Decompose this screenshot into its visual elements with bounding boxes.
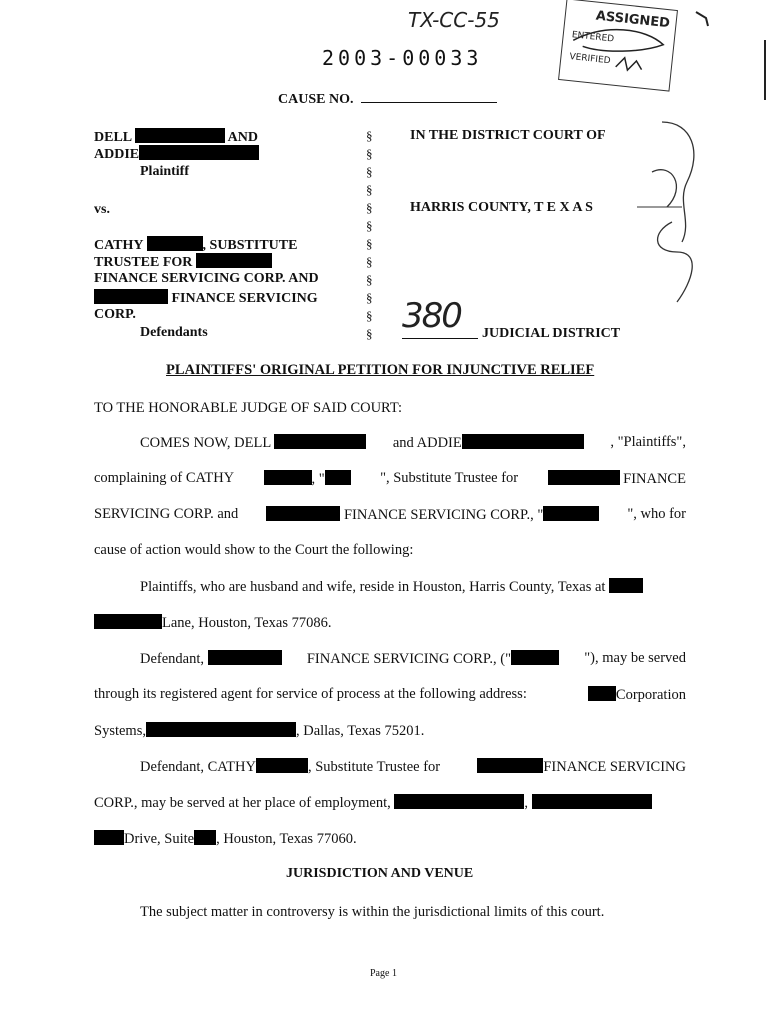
p4-l1-c: FINANCE SERVICING xyxy=(477,758,686,776)
defendant-line-3: FINANCE SERVICING CORP. AND xyxy=(94,271,319,286)
defendant-role-text: , SUBSTITUTE xyxy=(202,238,298,253)
p4-l1-a: Defendant, CATHY , Substitute Trustee for xyxy=(140,759,441,775)
redaction xyxy=(588,686,616,701)
redaction xyxy=(146,722,296,737)
defendant-name: CATHY xyxy=(94,238,144,253)
para3-line2 xyxy=(94,686,686,704)
section-mark: § xyxy=(366,326,373,341)
redaction xyxy=(264,470,312,485)
salutation: TO THE HONORABLE JUDGE OF SAID COURT: xyxy=(94,400,403,416)
cause-no-label: CAUSE NO. xyxy=(278,92,354,107)
p1-l3-a: SERVICING CORP. and xyxy=(94,506,239,522)
section-mark: § xyxy=(366,128,373,143)
filing-stamp xyxy=(558,0,678,92)
section-mark: § xyxy=(366,236,373,251)
p2-l1: Plaintiffs, who are husband and wife, reside in Houston, Harris County, Texas at xyxy=(140,579,606,595)
defendant-line-4 xyxy=(94,289,318,307)
finance-servicing: FINANCE SERVICING xyxy=(171,291,318,306)
p3-l2-b: Corporation xyxy=(588,686,686,704)
plaintiff-name-2: ADDIE xyxy=(94,147,140,162)
court-line-2: HARRIS COUNTY, T E X A S xyxy=(410,200,593,215)
corner-mark xyxy=(692,8,712,28)
p1-l2-b: , " xyxy=(264,470,351,488)
section-mark: § xyxy=(366,200,373,215)
cause-no xyxy=(278,92,497,108)
plaintiff-role: Plaintiff xyxy=(140,164,189,179)
section-mark: § xyxy=(366,218,373,233)
defendant-line-2 xyxy=(94,253,272,271)
stamp-signature-mark xyxy=(559,0,677,91)
para3-line3 xyxy=(94,722,424,740)
defendant-line-5: CORP. xyxy=(94,307,136,322)
p3-l1-b: FINANCE SERVICING CORP., (" xyxy=(307,650,559,668)
p1-l3-c: ", who for xyxy=(627,506,686,522)
para5: The subject matter in controversy is within the jurisdictional limits of this court. xyxy=(140,904,605,920)
para2-line1 xyxy=(140,578,643,596)
p4-l2-a: CORP., may be served at her place of employment, xyxy=(94,795,391,811)
redaction xyxy=(266,506,340,521)
para4-line3 xyxy=(94,830,357,848)
redaction xyxy=(325,470,351,485)
para1-line1 xyxy=(140,434,686,452)
para4-line1 xyxy=(140,758,686,776)
redaction xyxy=(94,289,168,304)
p1-text-a: COMES NOW, DELL xyxy=(140,434,366,452)
district-number: 380 xyxy=(402,296,461,336)
redaction xyxy=(139,145,259,160)
redaction xyxy=(548,470,620,485)
section-mark: § xyxy=(366,290,373,305)
redaction xyxy=(135,128,225,143)
case-number: 2003-00033 xyxy=(322,46,483,70)
redaction xyxy=(208,650,282,665)
section-mark: § xyxy=(366,308,373,323)
p4-l2-b: , xyxy=(524,795,529,811)
section-mark: § xyxy=(366,182,373,197)
redaction xyxy=(147,236,203,251)
stamp-line-3: VERIFIED xyxy=(568,52,611,67)
defendants-role: Defendants xyxy=(140,325,208,340)
para3-line1 xyxy=(140,650,686,668)
stamp-line-1: ASSIGNED xyxy=(595,8,671,32)
redaction xyxy=(511,650,559,665)
para2-line2 xyxy=(94,614,331,632)
section-mark: § xyxy=(366,164,373,179)
stamp-line-2: ENTERED xyxy=(571,30,615,45)
handwritten-code: TX-CC-55 xyxy=(408,8,500,32)
para1-line3 xyxy=(94,506,686,524)
p1-text-c: , "Plaintiffs", xyxy=(610,434,686,450)
redaction xyxy=(196,253,272,268)
redaction xyxy=(532,794,652,809)
page-footer: Page 1 xyxy=(370,968,397,979)
document-title: PLAINTIFFS' ORIGINAL PETITION FOR INJUNCTIVE RELIEF xyxy=(166,362,595,378)
trustee-for: TRUSTEE FOR xyxy=(94,255,193,270)
redaction xyxy=(274,434,366,449)
p3-l1-c: "), may be served xyxy=(584,650,686,666)
plaintiff-line-2 xyxy=(94,145,259,163)
p1-l2-c: ", Substitute Trustee for xyxy=(380,470,519,486)
plaintiff-name-1: DELL xyxy=(94,130,132,145)
section-mark: § xyxy=(366,272,373,287)
redaction xyxy=(394,794,524,809)
p3-l1-a: Defendant, xyxy=(140,650,282,668)
redaction xyxy=(543,506,599,521)
p1-text-b: and ADDIE xyxy=(393,434,584,452)
court-line-3: JUDICIAL DISTRICT xyxy=(482,326,621,341)
redaction xyxy=(94,830,124,845)
p3-l3-b: , Dallas, Texas 75201. xyxy=(295,723,425,739)
redaction xyxy=(94,614,162,629)
margin-bar xyxy=(764,40,766,100)
p3-l2-a: through its registered agent for service of process at the following address: xyxy=(94,686,527,702)
versus: vs. xyxy=(94,202,110,217)
redaction xyxy=(194,830,216,845)
plaintiff-and: AND xyxy=(227,130,258,145)
section-mark: § xyxy=(366,146,373,161)
p3-l3-a: Systems, xyxy=(94,723,146,739)
p2-l2: Lane, Houston, Texas 77086. xyxy=(162,615,332,631)
para1-line2 xyxy=(94,470,686,488)
cause-no-blank xyxy=(361,102,497,103)
margin-scribble xyxy=(632,112,722,312)
p1-l2-d: FINANCE xyxy=(548,470,686,488)
plaintiff-line-1 xyxy=(94,128,258,146)
p1-l3-b: FINANCE SERVICING CORP., " xyxy=(266,506,599,524)
para1-line4: cause of action would show to the Court the following: xyxy=(94,542,414,558)
defendant-line-1 xyxy=(94,236,297,254)
jurisdiction-heading: JURISDICTION AND VENUE xyxy=(286,866,474,881)
p4-l3-b: , Houston, Texas 77060. xyxy=(216,831,357,847)
p4-l3-a: Drive, Suite xyxy=(124,831,195,847)
p1-l2-a: complaining of CATHY xyxy=(94,470,235,486)
redaction xyxy=(609,578,643,593)
redaction xyxy=(462,434,584,449)
redaction xyxy=(477,758,543,773)
para4-line2 xyxy=(94,794,652,812)
court-line-1: IN THE DISTRICT COURT OF xyxy=(410,128,606,143)
section-mark: § xyxy=(366,254,373,269)
district-underline xyxy=(402,338,478,339)
redaction xyxy=(256,758,308,773)
